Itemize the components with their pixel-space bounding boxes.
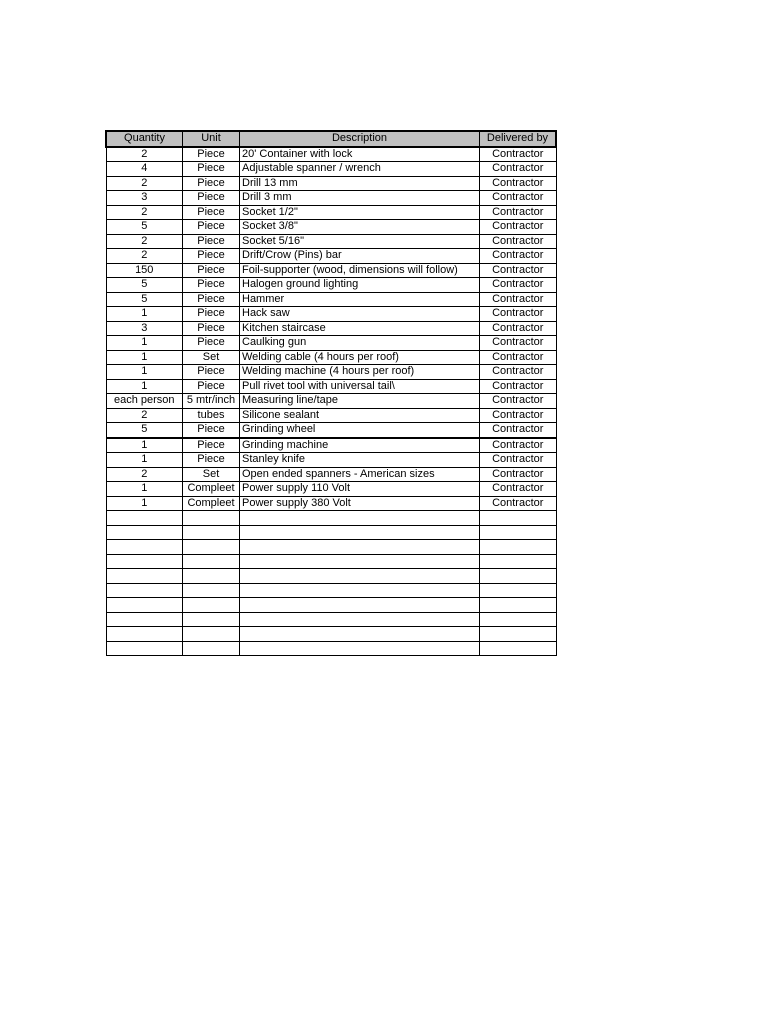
table-body [106, 147, 556, 656]
cell-description: Kitchen staircase [240, 321, 480, 336]
cell-description: Socket 5/16" [240, 234, 480, 249]
table-row [106, 234, 556, 249]
empty-cell [106, 641, 183, 656]
cell-description: Power supply 380 Volt [240, 496, 480, 511]
empty-cell [106, 511, 183, 526]
empty-row [106, 627, 556, 642]
cell-description: Welding cable (4 hours per roof) [240, 350, 480, 365]
table-row [106, 307, 556, 322]
cell-delivered-by: Contractor [480, 191, 557, 206]
cell-delivered-by: Contractor [480, 423, 557, 438]
table-row [106, 147, 556, 162]
cell-delivered-by: Contractor [480, 467, 557, 482]
cell-delivered-by: Contractor [480, 220, 557, 235]
empty-cell [240, 569, 480, 584]
table-row [106, 191, 556, 206]
cell-quantity: 5 [106, 423, 183, 438]
table-row [106, 205, 556, 220]
cell-unit: Piece [183, 220, 240, 235]
cell-description: Adjustable spanner / wrench [240, 162, 480, 177]
cell-unit: Piece [183, 147, 240, 162]
cell-quantity: 4 [106, 162, 183, 177]
empty-cell [183, 540, 240, 555]
table-row [106, 482, 556, 497]
cell-quantity: 5 [106, 278, 183, 293]
empty-row [106, 540, 556, 555]
cell-unit: Piece [183, 205, 240, 220]
cell-description: Grinding wheel [240, 423, 480, 438]
header-unit: Unit [183, 131, 240, 147]
cell-unit: Piece [183, 292, 240, 307]
cell-delivered-by: Contractor [480, 496, 557, 511]
cell-quantity: 2 [106, 249, 183, 264]
cell-unit: Piece [183, 162, 240, 177]
empty-cell [183, 554, 240, 569]
cell-quantity: 1 [106, 482, 183, 497]
table-row [106, 292, 556, 307]
cell-delivered-by: Contractor [480, 307, 557, 322]
empty-cell [480, 554, 557, 569]
table-row [106, 350, 556, 365]
empty-cell [240, 511, 480, 526]
table-row [106, 467, 556, 482]
cell-quantity: 2 [106, 176, 183, 191]
empty-cell [183, 569, 240, 584]
cell-description: Socket 1/2" [240, 205, 480, 220]
empty-cell [106, 598, 183, 613]
cell-unit: Compleet [183, 496, 240, 511]
cell-delivered-by: Contractor [480, 350, 557, 365]
table-row [106, 336, 556, 351]
cell-description: Open ended spanners - American sizes [240, 467, 480, 482]
cell-quantity: 1 [106, 496, 183, 511]
cell-quantity: 1 [106, 336, 183, 351]
cell-delivered-by: Contractor [480, 379, 557, 394]
equipment-table [105, 130, 557, 656]
empty-row [106, 612, 556, 627]
cell-quantity: 1 [106, 365, 183, 380]
empty-row [106, 641, 556, 656]
empty-cell [240, 612, 480, 627]
cell-description: Silicone sealant [240, 408, 480, 423]
empty-row [106, 525, 556, 540]
cell-delivered-by: Contractor [480, 365, 557, 380]
cell-description: Caulking gun [240, 336, 480, 351]
cell-quantity: 2 [106, 408, 183, 423]
cell-description: Drill 13 mm [240, 176, 480, 191]
empty-cell [240, 554, 480, 569]
cell-unit: Piece [183, 365, 240, 380]
cell-delivered-by: Contractor [480, 321, 557, 336]
cell-description: Grinding machine [240, 438, 480, 453]
cell-description: Hammer [240, 292, 480, 307]
cell-unit: Piece [183, 438, 240, 453]
cell-delivered-by: Contractor [480, 234, 557, 249]
cell-unit: 5 mtr/inch [183, 394, 240, 409]
table-row [106, 263, 556, 278]
cell-quantity: 1 [106, 350, 183, 365]
cell-delivered-by: Contractor [480, 482, 557, 497]
cell-description: Drill 3 mm [240, 191, 480, 206]
cell-description: Measuring line/tape [240, 394, 480, 409]
cell-description: Hack saw [240, 307, 480, 322]
table-row [106, 365, 556, 380]
empty-row [106, 554, 556, 569]
empty-cell [106, 583, 183, 598]
cell-quantity: 5 [106, 220, 183, 235]
empty-cell [480, 540, 557, 555]
empty-cell [106, 612, 183, 627]
table-row [106, 176, 556, 191]
cell-unit: Set [183, 350, 240, 365]
cell-delivered-by: Contractor [480, 263, 557, 278]
cell-delivered-by: Contractor [480, 176, 557, 191]
table-row [106, 453, 556, 468]
empty-cell [480, 627, 557, 642]
cell-quantity: 150 [106, 263, 183, 278]
cell-quantity: 5 [106, 292, 183, 307]
empty-cell [183, 583, 240, 598]
cell-description: Pull rivet tool with universal tail\ [240, 379, 480, 394]
cell-unit: Compleet [183, 482, 240, 497]
cell-unit: tubes [183, 408, 240, 423]
cell-delivered-by: Contractor [480, 292, 557, 307]
empty-cell [106, 540, 183, 555]
cell-quantity: 1 [106, 453, 183, 468]
cell-unit: Piece [183, 278, 240, 293]
cell-quantity: 3 [106, 191, 183, 206]
cell-delivered-by: Contractor [480, 147, 557, 162]
table-row [106, 321, 556, 336]
table-row [106, 496, 556, 511]
cell-delivered-by: Contractor [480, 278, 557, 293]
empty-cell [106, 554, 183, 569]
table-header [106, 131, 556, 147]
empty-cell [106, 627, 183, 642]
empty-cell [480, 612, 557, 627]
empty-cell [240, 598, 480, 613]
cell-description: 20' Container with lock [240, 147, 480, 162]
empty-row [106, 569, 556, 584]
empty-cell [183, 525, 240, 540]
cell-unit: Piece [183, 423, 240, 438]
cell-delivered-by: Contractor [480, 249, 557, 264]
cell-quantity: 2 [106, 205, 183, 220]
table-row [106, 394, 556, 409]
table-row [106, 249, 556, 264]
header-quantity: Quantity [106, 131, 183, 147]
cell-delivered-by: Contractor [480, 336, 557, 351]
cell-delivered-by: Contractor [480, 438, 557, 453]
table-row [106, 162, 556, 177]
cell-delivered-by: Contractor [480, 453, 557, 468]
cell-unit: Piece [183, 321, 240, 336]
cell-description: Welding machine (4 hours per roof) [240, 365, 480, 380]
empty-cell [480, 569, 557, 584]
cell-unit: Piece [183, 234, 240, 249]
cell-description: Halogen ground lighting [240, 278, 480, 293]
cell-quantity: 2 [106, 234, 183, 249]
cell-unit: Piece [183, 263, 240, 278]
empty-cell [240, 641, 480, 656]
cell-description: Socket 3/8" [240, 220, 480, 235]
empty-cell [183, 511, 240, 526]
empty-cell [480, 641, 557, 656]
header-description: Description [240, 131, 480, 147]
cell-unit: Piece [183, 307, 240, 322]
empty-cell [183, 627, 240, 642]
cell-quantity: 2 [106, 467, 183, 482]
cell-quantity: 1 [106, 379, 183, 394]
cell-unit: Piece [183, 453, 240, 468]
cell-unit: Set [183, 467, 240, 482]
empty-cell [183, 641, 240, 656]
empty-cell [480, 583, 557, 598]
empty-cell [480, 511, 557, 526]
cell-delivered-by: Contractor [480, 205, 557, 220]
cell-unit: Piece [183, 191, 240, 206]
table-row [106, 379, 556, 394]
header-row [106, 131, 556, 147]
table-row [106, 220, 556, 235]
empty-cell [240, 627, 480, 642]
table-row [106, 278, 556, 293]
empty-row [106, 583, 556, 598]
cell-description: Drift/Crow (Pins) bar [240, 249, 480, 264]
empty-cell [106, 525, 183, 540]
empty-row [106, 511, 556, 526]
cell-quantity: 1 [106, 438, 183, 453]
empty-cell [183, 612, 240, 627]
empty-cell [480, 598, 557, 613]
cell-quantity: 1 [106, 307, 183, 322]
cell-description: Power supply 110 Volt [240, 482, 480, 497]
empty-cell [106, 569, 183, 584]
empty-cell [240, 583, 480, 598]
cell-unit: Piece [183, 249, 240, 264]
table-row [106, 423, 556, 438]
cell-unit: Piece [183, 336, 240, 351]
header-delivered-by: Delivered by [480, 131, 557, 147]
cell-description: Stanley knife [240, 453, 480, 468]
cell-delivered-by: Contractor [480, 394, 557, 409]
cell-quantity: each person [106, 394, 183, 409]
table-row [106, 408, 556, 423]
empty-cell [480, 525, 557, 540]
empty-cell [240, 540, 480, 555]
cell-unit: Piece [183, 176, 240, 191]
empty-cell [240, 525, 480, 540]
cell-delivered-by: Contractor [480, 408, 557, 423]
cell-unit: Piece [183, 379, 240, 394]
empty-cell [183, 598, 240, 613]
cell-quantity: 2 [106, 147, 183, 162]
cell-quantity: 3 [106, 321, 183, 336]
cell-delivered-by: Contractor [480, 162, 557, 177]
table-row [106, 438, 556, 453]
cell-description: Foil-supporter (wood, dimensions will follow) [240, 263, 480, 278]
empty-row [106, 598, 556, 613]
